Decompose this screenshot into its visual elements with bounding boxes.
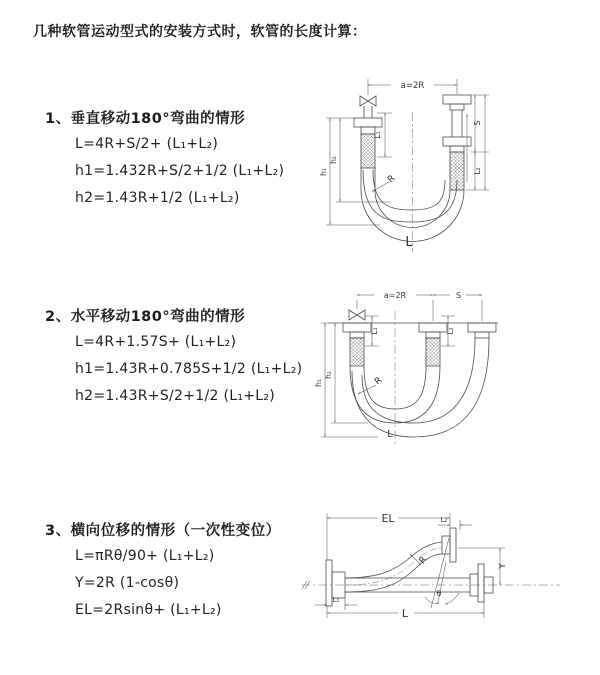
dim-label-l: L (401, 607, 409, 620)
pipe-and-fittings (326, 528, 493, 606)
section-1-formula-L: L=4R+S/2+ (L₁+L₂) (75, 136, 219, 152)
section-3-heading: 3、横向位移的情形（一次性变位） (45, 523, 281, 539)
dim-label-h2: h₂ (324, 371, 333, 379)
dim-label-el: EL (381, 512, 395, 525)
section-1-heading: 1、垂直移动180°弯曲的情形 (45, 111, 246, 127)
dim-label-l: L (387, 429, 393, 440)
dimension-lines (321, 295, 482, 437)
dim-label-r: R (417, 555, 430, 567)
dim-label-h1: h₁ (319, 168, 328, 176)
section-3-formula-L: L=πRθ/90+ (L₁+L₂) (75, 548, 215, 564)
section-1-formula-h1: h1=1.432R+S/2+1/2 (L₁+L₂) (75, 163, 285, 179)
valve-icon (360, 96, 376, 106)
hose-assembly (345, 542, 470, 592)
dim-label-l2: L₂ (473, 167, 482, 175)
diagram-horizontal-180-bend (308, 283, 593, 468)
centerline (301, 548, 560, 585)
dim-label-s: S (473, 120, 482, 126)
dim-label-l1: L₁ (332, 596, 340, 604)
dim-label-l2: L₂ (440, 516, 448, 524)
dim-label-h1: h₁ (314, 379, 323, 387)
section-1-formula-h2: h2=1.43R+1/2 (L₁+L₂) (75, 190, 240, 206)
page-title: 几种软管运动型式的安装方式时，软管的长度计算： (33, 24, 367, 40)
section-3-formula-Y: Y=2R (1-cosθ) (75, 575, 180, 591)
diagram-labels (333, 512, 508, 620)
pipe-and-fittings (328, 310, 498, 366)
dim-label-theta: θ (436, 589, 442, 598)
section-2-heading: 2、水平移动180°弯曲的情形 (45, 309, 246, 325)
dim-label-l2: L₂ (446, 327, 455, 335)
valve-icon (349, 310, 365, 320)
section-2-formula-h1: h1=1.43R+0.785S+1/2 (L₁+L₂) (75, 361, 303, 377)
dim-label-l: L (405, 235, 413, 250)
dim-label-r: R (373, 375, 385, 388)
dim-label-a2r: a=2R (400, 81, 425, 91)
dimension-lines (326, 79, 489, 225)
dim-label-h2: h₂ (329, 156, 338, 164)
diagram-vertical-180-bend (305, 70, 585, 260)
section-3-formula-EL: EL=2Rsinθ+ (L₁+L₂) (75, 602, 222, 618)
dim-label-r: R (386, 173, 398, 186)
section-2-formula-h2: h2=1.43R+S/2+1/2 (L₁+L₂) (75, 388, 276, 404)
diagram-lateral-displacement (298, 498, 598, 658)
dim-label-y: Y (498, 563, 508, 569)
dim-label-l1: L₁ (370, 327, 379, 335)
dim-label-l1: L₁ (373, 131, 382, 139)
dim-label-s: S (455, 291, 462, 300)
section-2-formula-L: L=4R+1.57S+ (L₁+L₂) (75, 334, 237, 350)
dim-label-a2r: a=2R (383, 291, 407, 300)
